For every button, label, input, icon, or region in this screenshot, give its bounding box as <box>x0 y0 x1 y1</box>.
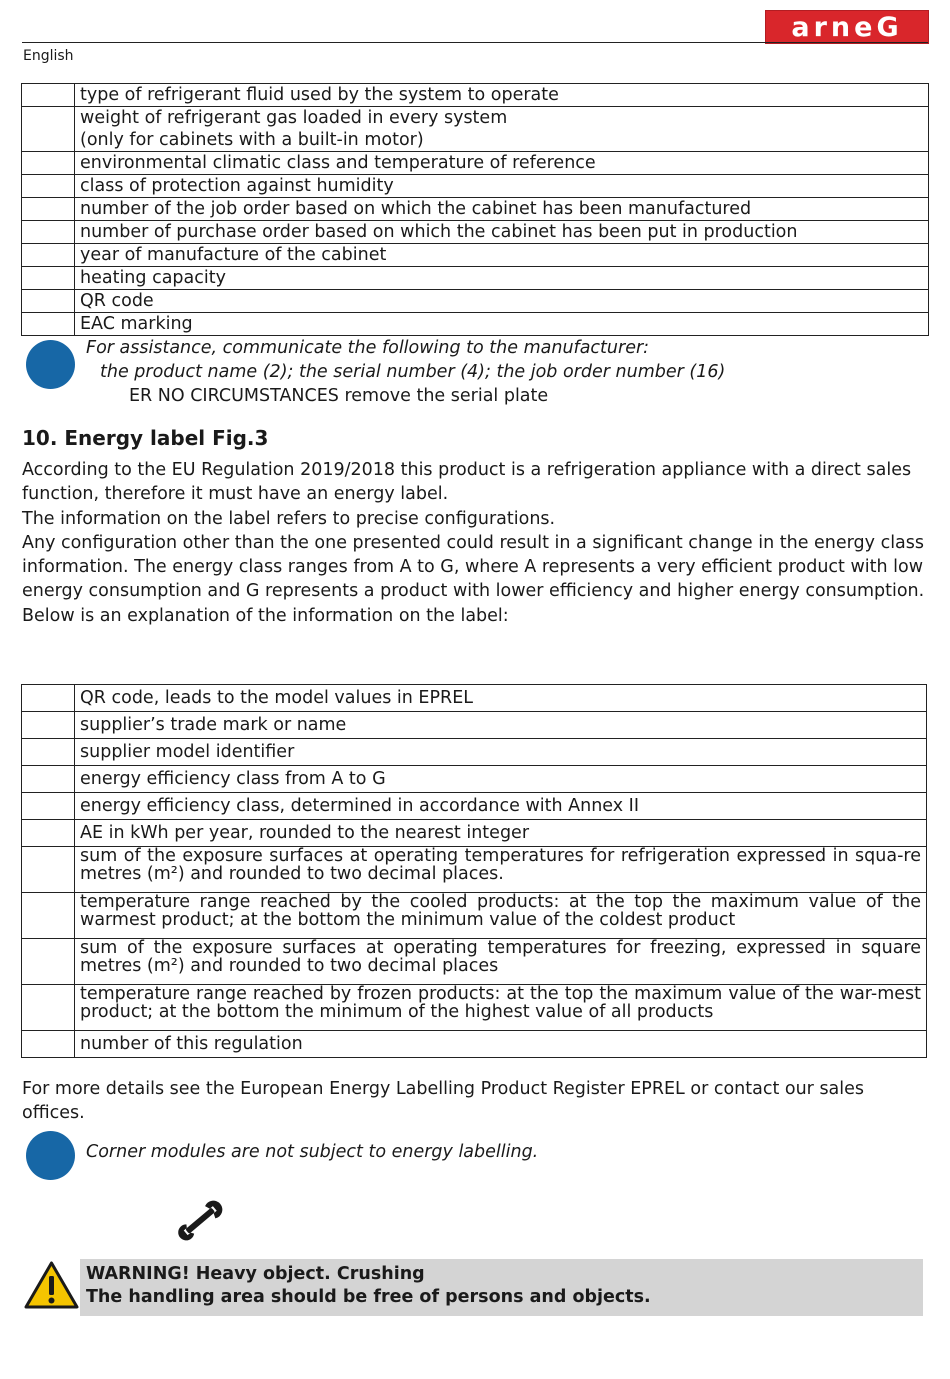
paragraph-line: Below is an explanation of the information on the label: <box>22 605 509 626</box>
row-description-cell <box>75 107 929 152</box>
row-description-cell: temperature range reached by the cooled products: at the top the maximum value of the warmest product; at the bottom the minimum value of the coldest product <box>75 893 927 939</box>
row-description-cell <box>75 244 929 267</box>
table-row <box>22 175 929 198</box>
row-number-cell <box>22 793 75 820</box>
table-row <box>22 793 927 820</box>
row-description-cell: sum of the exposure surfaces at operating temperatures for freezing, expressed in square metres (m²) and rounded to two decimal places <box>75 939 927 985</box>
row-description-line: number of purchase order based on which the cabinet has been put in production <box>80 222 798 242</box>
row-number-cell <box>22 1031 75 1058</box>
row-number-cell <box>22 739 75 766</box>
row-description-cell <box>75 313 929 336</box>
table-row <box>22 893 927 939</box>
wrench-icon <box>175 1196 227 1244</box>
paragraph-line: Any configuration other than the one presented could result in a significant change in the energy class information. The energy class ranges from A to G, where A represents a very efficient product with low energy consumption and G represents a product with lower efficiency and higher energy consumption. <box>22 532 925 602</box>
table-row <box>22 685 927 712</box>
table-row <box>22 267 929 290</box>
row-description-line: EAC marking <box>80 314 193 334</box>
table-row <box>22 84 929 107</box>
table-row <box>22 712 927 739</box>
row-description-cell: supplier model identifier <box>75 739 927 766</box>
row-number-cell <box>22 985 75 1031</box>
more-details-text: For more details see the European Energy Labelling Product Register EPREL or contact our sales offices. <box>22 1079 865 1123</box>
row-description-cell <box>75 221 929 244</box>
table-row <box>22 221 929 244</box>
table-row <box>22 939 927 985</box>
row-number-cell <box>22 847 75 893</box>
row-description-line: year of manufacture of the cabinet <box>80 245 387 265</box>
row-number-cell <box>22 313 75 336</box>
row-description-line: number of the job order based on which the cabinet has been manufactured <box>80 199 752 219</box>
assistance-note-line3: ER NO CIRCUMSTANCES remove the serial plate <box>129 386 549 406</box>
row-description-line: environmental climatic class and temperature of reference <box>80 153 596 173</box>
row-description-line: heating capacity <box>80 268 226 288</box>
table-row <box>22 739 927 766</box>
table-row <box>22 1031 927 1058</box>
warning-box <box>80 1259 923 1316</box>
row-number-cell <box>22 820 75 847</box>
assistance-note-line1: For assistance, communicate the following to the manufacturer: <box>86 338 650 358</box>
warning-triangle-icon <box>24 1260 79 1310</box>
brand-logo <box>765 10 929 44</box>
row-description-cell: energy efficiency class, determined in accordance with Annex II <box>75 793 927 820</box>
row-number-cell <box>22 712 75 739</box>
table-row <box>22 985 927 1031</box>
row-number-cell <box>22 244 75 267</box>
warning-line2: The handling area should be free of persons and objects. <box>86 1287 651 1307</box>
row-description-cell <box>75 267 929 290</box>
language-label: English <box>23 48 74 64</box>
row-number-cell <box>22 84 75 107</box>
assistance-note-line2: the product name (2); the serial number (4); the job order number (16) <box>100 362 726 382</box>
row-description-line: QR code <box>80 291 154 311</box>
table-row <box>22 244 929 267</box>
brand-logo-text: arneG <box>791 11 903 43</box>
row-description-line: (only for cabinets with a built-in motor) <box>80 130 424 150</box>
table-row <box>22 107 929 152</box>
row-number-cell <box>22 152 75 175</box>
row-description-line: weight of refrigerant gas loaded in every system <box>80 108 508 128</box>
paragraph-line: The information on the label refers to precise configurations. <box>22 508 556 529</box>
row-description-cell <box>75 84 929 107</box>
row-number-cell <box>22 221 75 244</box>
row-description-cell: AE in kWh per year, rounded to the nearest integer <box>75 820 927 847</box>
row-number-cell <box>22 198 75 221</box>
corner-modules-note: Corner modules are not subject to energy labelling. <box>86 1142 539 1162</box>
row-description-cell: sum of the exposure surfaces at operating temperatures for refrigeration expressed in squa-re metres (m²) and rounded to two decimal places. <box>75 847 927 893</box>
table-row <box>22 198 929 221</box>
row-description-line: type of refrigerant fluid used by the system to operate <box>80 85 559 105</box>
row-description-line: class of protection against humidity <box>80 176 394 196</box>
paragraph-line: According to the EU Regulation 2019/2018 this product is a refrigeration appliance with a direct sales function, therefore it must have an energy label. <box>22 460 912 505</box>
row-number-cell <box>22 766 75 793</box>
row-number-cell <box>22 685 75 712</box>
table-row <box>22 820 927 847</box>
row-description-cell: number of this regulation <box>75 1031 927 1058</box>
table-row <box>22 847 927 893</box>
table-row <box>22 313 929 336</box>
table-row <box>22 766 927 793</box>
header-rule <box>22 42 928 43</box>
row-description-cell <box>75 175 929 198</box>
row-number-cell <box>22 107 75 152</box>
row-number-cell <box>22 290 75 313</box>
row-description-cell <box>75 198 929 221</box>
row-number-cell <box>22 893 75 939</box>
assistance-note <box>86 336 725 408</box>
row-description-cell: energy efficiency class from A to G <box>75 766 927 793</box>
info-dot-icon <box>26 1131 75 1180</box>
warning-line1: WARNING! Heavy object. Crushing <box>86 1264 425 1284</box>
section-heading: 10. Energy label Fig.3 <box>22 426 269 450</box>
energy-label-table <box>21 684 927 1058</box>
row-number-cell <box>22 939 75 985</box>
energy-label-paragraph <box>22 458 928 628</box>
row-description-cell <box>75 152 929 175</box>
table-row <box>22 152 929 175</box>
row-number-cell <box>22 267 75 290</box>
info-dot-icon <box>26 340 75 389</box>
row-description-cell <box>75 290 929 313</box>
table-row <box>22 290 929 313</box>
row-description-cell: temperature range reached by frozen products: at the top the maximum value of the war-mest product; at the bottom the minimum of the highest value of all products <box>75 985 927 1031</box>
row-description-cell: QR code, leads to the model values in EPREL <box>75 685 927 712</box>
row-description-cell: supplier’s trade mark or name <box>75 712 927 739</box>
row-number-cell <box>22 175 75 198</box>
serial-plate-table <box>21 83 929 336</box>
